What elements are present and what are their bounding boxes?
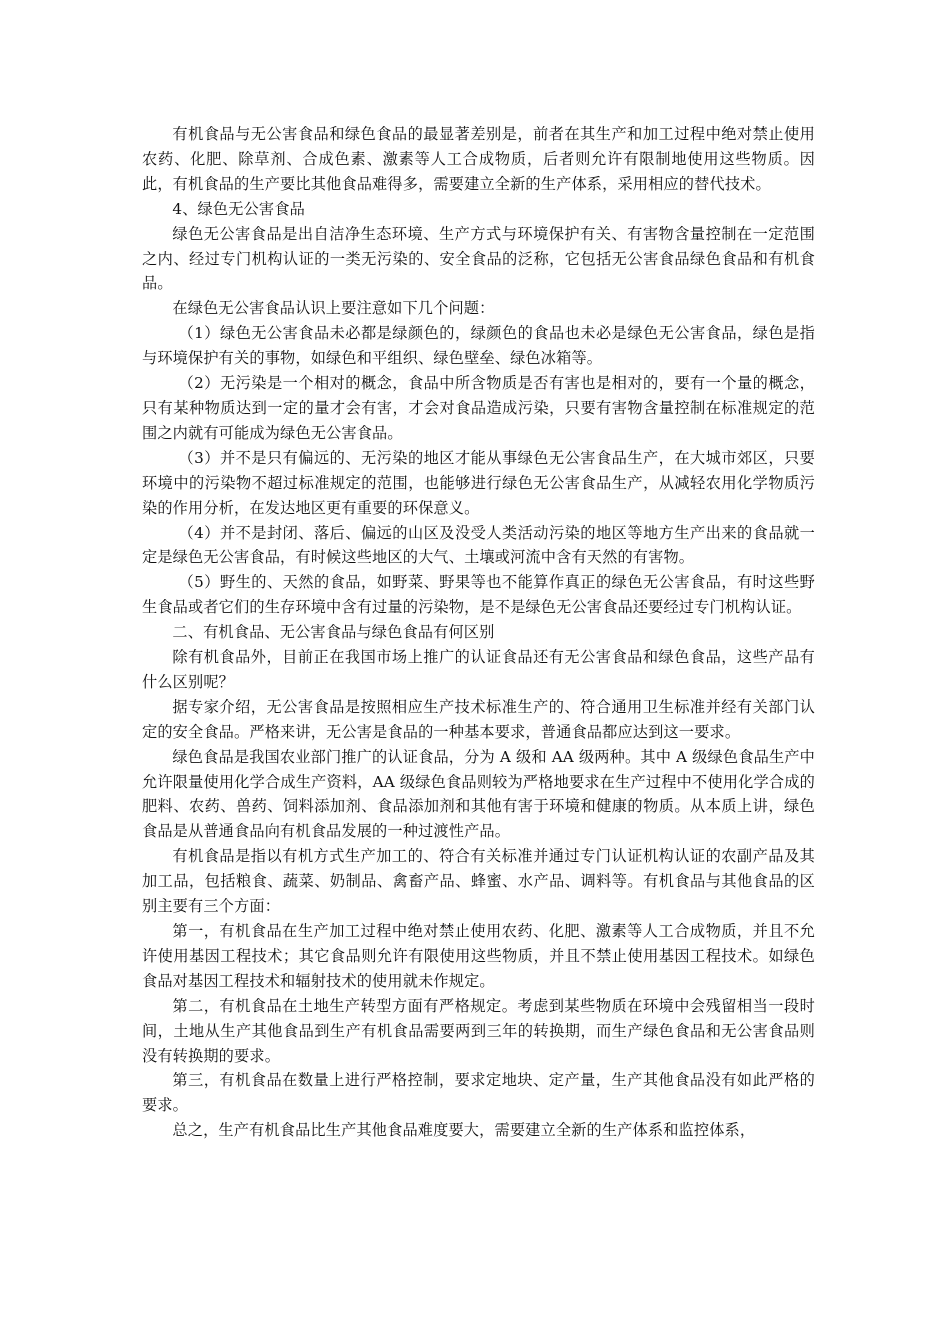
list-item-note-5: （5）野生的、天然的食品，如野菜、野果等也不能算作真正的绿色无公害食品，有时这些野生食品或者它们的生存环境中含有过量的污染物，是不是绿色无公害食品还要经过专门机构认证。 bbox=[142, 573, 815, 617]
paragraph-pollution-free-food: 据专家介绍，无公害食品是按照相应生产技术标准生产的、符合通用卫生标准并经有关部门认定的安全食品。严格来讲，无公害是食品的一种基本要求，普通食品都应达到这一要求。 bbox=[142, 697, 815, 741]
paragraph-difference-third: 第三，有机食品在数量上进行严格控制，要求定地块、定产量，生产其他食品没有如此严格的要求。 bbox=[142, 1071, 815, 1115]
list-item-note-1: （1）绿色无公害食品未必都是绿颜色的，绿颜色的食品也未必是绿色无公害食品，绿色是指与环境保护有关的事物，如绿色和平组织、绿色壁垒、绿色冰箱等。 bbox=[142, 324, 815, 368]
paragraph-differences-question: 除有机食品外，目前正在我国市场上推广的认证食品还有无公害食品和绿色食品，这些产品有什么区别呢？ bbox=[142, 648, 815, 691]
paragraph-organic-vs-others: 有机食品与无公害食品和绿色食品的最显著差别是，前者在其生产和加工过程中绝对禁止使用农药、化肥、除草剂、合成色素、激素等人工合成物质，后者则允许有限制地使用这些物质。因此，有机食品的生产要比其他食品难得多，需要建立全新的生产体系，采用相应的替代技术。 bbox=[142, 125, 815, 193]
list-item-note-2: （2）无污染是一个相对的概念，食品中所含物质是否有害也是相对的，要有一个量的概念，只有某种物质达到一定的量才会有害，才会对食品造成污染，只要有害物含量控制在标准规定的范围之内就有可能成为绿色无公害食品。 bbox=[142, 374, 815, 442]
document-body bbox=[142, 122, 815, 1143]
list-item-note-3: （3）并不是只有偏远的、无污染的地区才能从事绿色无公害食品生产，在大城市郊区，只要环境中的污染物不超过标准规定的范围，也能够进行绿色无公害食品生产，从减轻农用化学物质污染的作用分析，在发达地区更有重要的环保意义。 bbox=[142, 448, 815, 517]
paragraph-organic-food-definition: 有机食品是指以有机方式生产加工的、符合有关标准并通过专门认证机构认证的农副产品及其加工品，包括粮食、蔬菜、奶制品、禽畜产品、蜂蜜、水产品、调料等。有机食品与其他食品的区别主要有三个方面： bbox=[142, 847, 815, 916]
section-heading-differences: 二、有机食品、无公害食品与绿色食品有何区别 bbox=[172, 623, 495, 642]
paragraph-summary: 总之，生产有机食品比生产其他食品难度要大，需要建立全新的生产体系和监控体系， bbox=[172, 1121, 756, 1140]
paragraph-green-food-definition: 绿色无公害食品是出自洁净生态环境、生产方式与环境保护有关、有害物含量控制在一定范围之内、经过专门机构认证的一类无污染的、安全食品的泛称，它包括无公害食品绿色食品和有机食品。 bbox=[142, 224, 815, 293]
paragraph-difference-second: 第二，有机食品在土地生产转型方面有严格规定。考虑到某些物质在环境中会残留相当一段时间，土地从生产其他食品到生产有机食品需要两到三年的转换期，而生产绿色食品和无公害食品则没有转换期的要求。 bbox=[142, 996, 815, 1065]
paragraph-green-food-grades: 绿色食品是我国农业部门推广的认证食品，分为 A 级和 AA 级两种。其中 A 级绿色食品生产中允许限量使用化学合成生产资料，AA 级绿色食品则较为严格地要求在生产过程中不使用化学合成的肥料、农药、兽药、饲料添加剂、食品添加剂和其他有害于环境和健康的物质。从本质上讲，绿色食品是从普通食品向有机食品发展的一种过渡性产品。 bbox=[142, 747, 815, 841]
paragraph-difference-first: 第一，有机食品在生产加工过程中绝对禁止使用农药、化肥、激素等人工合成物质，并且不允许使用基因工程技术；其它食品则允许有限使用这些物质，并且不禁止使用基因工程技术。如绿色食品对基因工程技术和辐射技术的使用就未作规定。 bbox=[142, 922, 815, 990]
list-item-note-4: （4）并不是封闭、落后、偏远的山区及没受人类活动污染的地区等地方生产出来的食品就一定是绿色无公害食品，有时候这些地区的大气、土壤或河流中含有天然的有害物。 bbox=[142, 523, 815, 567]
paragraph-notes-intro: 在绿色无公害食品认识上要注意如下几个问题： bbox=[172, 299, 495, 318]
section-heading-green-food: 4、绿色无公害食品 bbox=[172, 199, 305, 218]
